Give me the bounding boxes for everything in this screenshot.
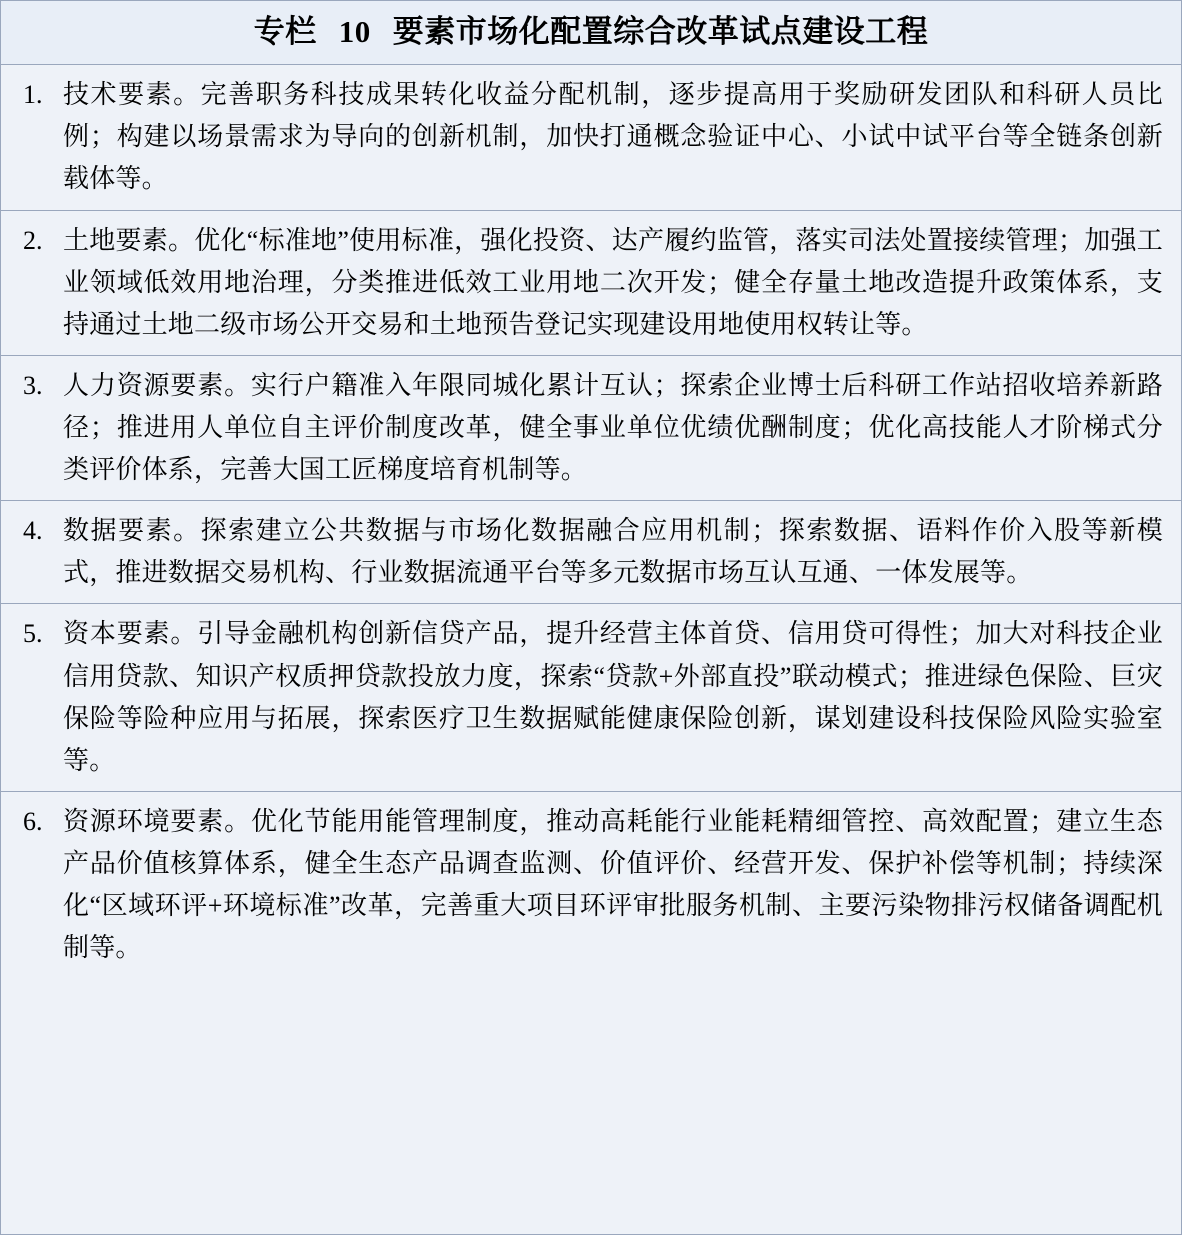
list-item-text: 数据要素。探索建立公共数据与市场化数据融合应用机制；探索数据、语料作价入股等新模式，推进数据交易机构、行业数据流通平台等多元数据市场互认互通、一体发展等。 (63, 516, 1163, 588)
list-item-text: 资本要素。引导金融机构创新信贷产品，提升经营主体首贷、信用贷可得性；加大对科技企业信用贷款、知识产权质押贷款投放力度，探索“贷款+外部直投”联动模式；推进绿色保险、巨灾保险等险种应用与拓展，探索医疗卫生数据赋能健康保险创新，谋划建设科技保险风险实验室等。 (63, 619, 1163, 775)
list-item-number: 5. (23, 619, 43, 649)
list-item-number: 4. (23, 516, 43, 546)
list-item-text: 技术要素。完善职务科技成果转化收益分配机制，逐步提高用于奖励研发团队和科研人员比例；构建以场景需求为导向的创新机制，加快打通概念验证中心、小试中试平台等全链条创新载体等。 (63, 80, 1163, 194)
list-item (1, 356, 1181, 501)
list-item-number: 6. (23, 806, 43, 836)
box-title-number: 10 (338, 14, 371, 49)
item-list (1, 65, 1181, 1234)
box-title-label: 专栏 (253, 14, 317, 49)
list-item (1, 604, 1181, 791)
list-item (1, 792, 1181, 978)
box-title-text: 要素市场化配置综合改革试点建设工程 (392, 14, 929, 49)
list-item-number: 2. (23, 225, 43, 255)
box-title (1, 1, 1181, 65)
list-item-text: 土地要素。优化“标准地”使用标准，强化投资、达产履约监管，落实司法处置接续管理；加强工业领域低效用地治理，分类推进低效工业用地二次开发；健全存量土地改造提升政策体系，支持通过土地二级市场公开交易和土地预告登记实现建设用地使用权转让等。 (63, 225, 1163, 339)
list-item-number: 1. (23, 80, 43, 110)
list-item-text: 资源环境要素。优化节能用能管理制度，推动高耗能行业能耗精细管控、高效配置；建立生态产品价值核算体系，健全生态产品调查监测、价值评价、经营开发、保护补偿等机制；持续深化“区域环评+环境标准”改革，完善重大项目环评审批服务机制、主要污染物排污权储备调配机制等。 (63, 806, 1163, 963)
list-item (1, 501, 1181, 604)
list-item (1, 65, 1181, 210)
list-item (1, 211, 1181, 356)
list-item-number: 3. (23, 370, 43, 400)
list-item-text: 人力资源要素。实行户籍准入年限同城化累计互认；探索企业博士后科研工作站招收培养新路径；推进用人单位自主评价制度改革，健全事业单位优绩优酬制度；优化高技能人才阶梯式分类评价体系，完善大国工匠梯度培育机制等。 (63, 370, 1163, 485)
